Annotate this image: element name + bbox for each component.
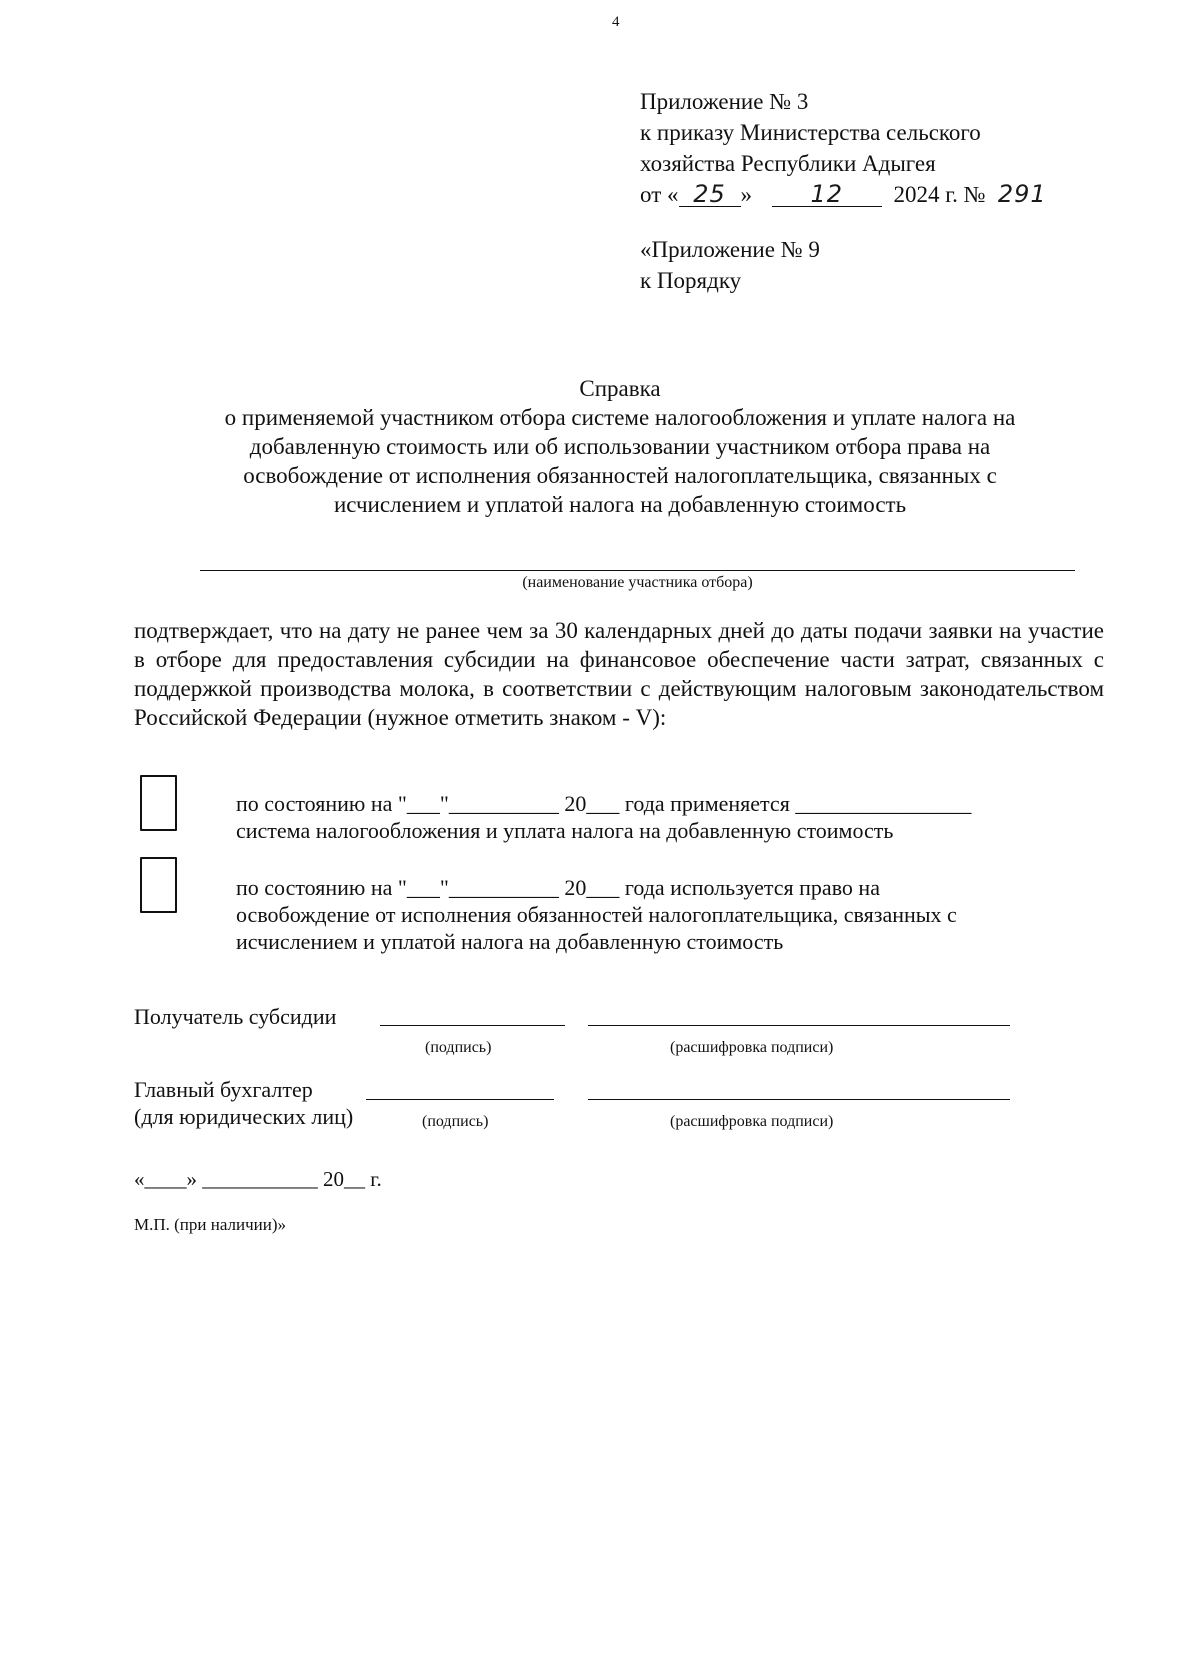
handwritten-month: 12 xyxy=(772,182,882,207)
option-2-text xyxy=(236,874,957,955)
accountant-label-line-2: (для юридических лиц) xyxy=(134,1104,354,1129)
option-1-checkbox[interactable] xyxy=(140,775,177,831)
title-line-4: исчислением и уплатой налога на добавленную стоимость xyxy=(333,492,907,517)
option-2-line-2: освобождение от исполнения обязанностей налогоплательщика, связанных с xyxy=(236,902,957,927)
accountant-decode-caption: (расшифровка подписи) xyxy=(670,1113,834,1130)
recipient-signature-field[interactable] xyxy=(380,1025,565,1026)
date-prefix: от « xyxy=(640,182,679,207)
appendix-3-date-line xyxy=(640,179,1049,210)
appendix-9-header xyxy=(640,234,820,296)
option-2-line-1: по состоянию на "___"__________ 20___ года используется право на xyxy=(236,875,880,900)
stamp-note: М.П. (при наличии)» xyxy=(134,1215,287,1234)
recipient-signature-caption: (подпись) xyxy=(425,1039,492,1056)
appendix-3-ministry-line: хозяйства Республики Адыгея xyxy=(640,151,936,176)
handwritten-order-number: 291 xyxy=(997,180,1047,208)
option-1-line-1: по состоянию на "___"__________ 20___ года применяется ________________ xyxy=(236,791,972,816)
accountant-signature-field[interactable] xyxy=(366,1099,554,1100)
handwritten-day: 25 xyxy=(679,182,741,207)
option-2-line-3: исчислением и уплатой налога на добавленную стоимость xyxy=(236,929,784,954)
appendix-9-title: «Приложение № 9 xyxy=(640,237,820,262)
title-line-2: добавленную стоимость или об использовании участником отбора права на xyxy=(249,434,991,459)
page-number: 4 xyxy=(612,14,620,30)
title-line-3: освобождение от исполнения обязанностей налогоплательщика, связанных с xyxy=(243,463,997,488)
body-paragraph: подтверждает, что на дату не ранее чем за 30 календарных дней до даты подачи заявки на участие в отборе для предоставления субсидии на финансовое обеспечение части затрат, связанных с поддержкой производства молока, в соответствии с действующим налоговым законодательством Российской Федерации (нужное отметить знаком - V): xyxy=(134,618,1104,730)
appendix-9-procedure-line: к Порядку xyxy=(640,268,742,293)
option-1-line-2: система налогообложения и уплата налога на добавленную стоимость xyxy=(236,818,894,843)
option-1-text xyxy=(236,790,971,844)
accountant-decode-field[interactable] xyxy=(588,1099,1010,1100)
accountant-signature-caption: (подпись) xyxy=(422,1113,489,1130)
appendix-3-order-line: к приказу Министерства сельского xyxy=(640,120,981,145)
accountant-label-line-1: Главный бухгалтер xyxy=(134,1077,313,1102)
accountant-label xyxy=(134,1076,353,1130)
appendix-3-title: Приложение № 3 xyxy=(640,89,809,114)
recipient-decode-caption: (расшифровка подписи) xyxy=(670,1039,834,1056)
title-line-1: о применяемой участником отбора системе налогообложения и уплате налога на xyxy=(224,405,1016,430)
date-line: «____» ___________ 20__ г. xyxy=(134,1167,382,1191)
option-2-checkbox[interactable] xyxy=(140,857,177,913)
recipient-label: Получатель субсидии xyxy=(134,1004,337,1029)
participant-name-caption: (наименование участника отбора) xyxy=(522,574,753,591)
date-year-number-label: 2024 г. № xyxy=(893,182,986,207)
document-title xyxy=(150,374,1090,519)
participant-name-field[interactable] xyxy=(200,570,1075,571)
title-heading: Справка xyxy=(579,376,661,401)
recipient-decode-field[interactable] xyxy=(588,1025,1010,1026)
appendix-3-header xyxy=(640,86,1049,210)
date-day-close: » xyxy=(740,182,752,207)
